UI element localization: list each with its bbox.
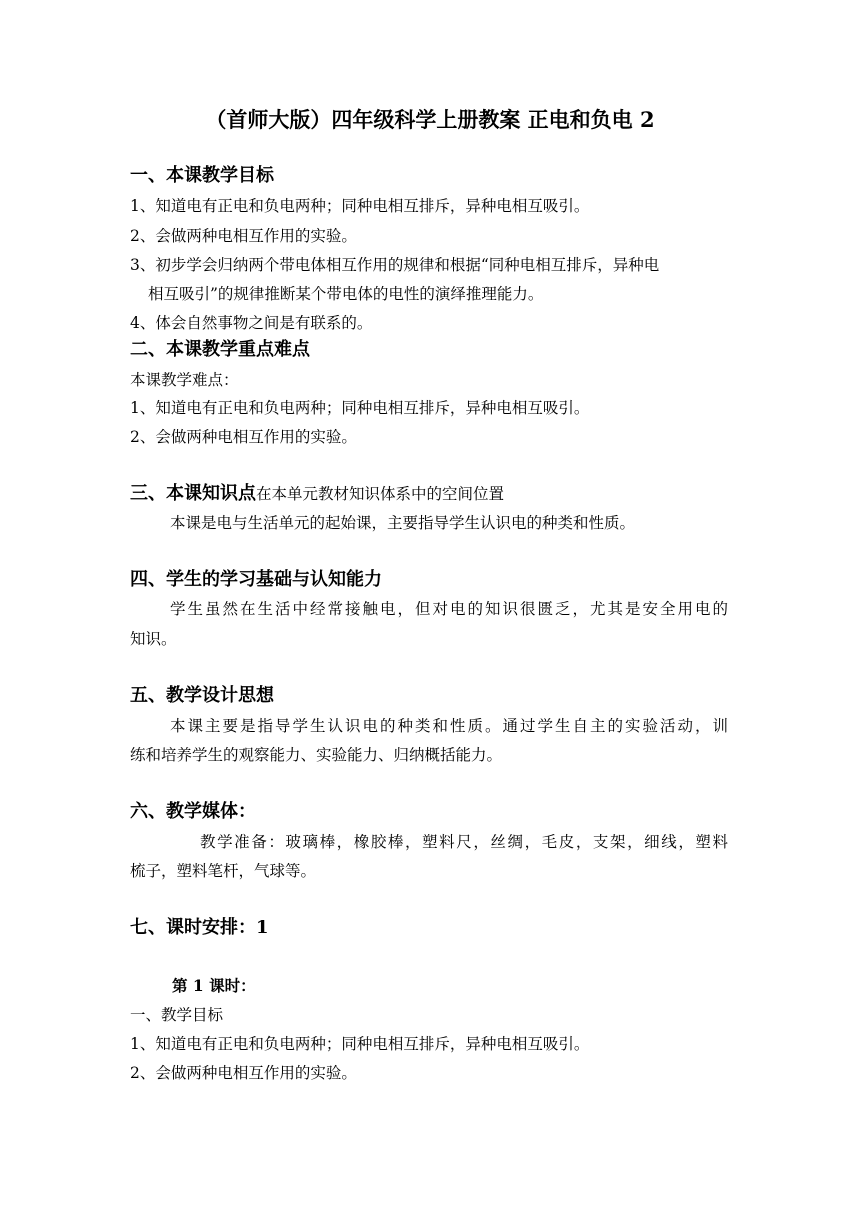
section-6-paragraph-line-1: 教学准备：玻璃棒，橡胶棒，塑料尺，丝绸，毛皮，支架，细线，塑料 <box>200 833 728 851</box>
section-4-paragraph-line-1: 学生虽然在生活中经常接触电，但对电的知识很匮乏，尤其是安全用电的 <box>170 600 728 618</box>
lesson-1-subheading: 一、教学目标 <box>130 1006 224 1024</box>
lesson-1-item-2: 2、会做两种电相互作用的实验。 <box>130 1064 357 1082</box>
section-3-heading-tail: 在本单元教材知识体系中的空间位置 <box>256 485 505 503</box>
section-3-paragraph: 本课是电与生活单元的起始课，主要指导学生认识电的种类和性质。 <box>170 514 636 532</box>
section-4-paragraph-line-2: 知识。 <box>130 630 177 648</box>
section-5-paragraph-line-2: 练和培养学生的观察能力、实验能力、归纳概括能力。 <box>130 746 503 764</box>
section-6-heading: 六、教学媒体： <box>130 801 256 822</box>
lesson-1-label: 第 1 课时： <box>172 976 256 995</box>
section-1-heading: 一、本课教学目标 <box>130 165 274 186</box>
section-6-paragraph-line-2: 梳子，塑料笔杆，气球等。 <box>130 862 317 880</box>
document-title: （首师大版）四年级科学上册教案 正电和负电 2 <box>205 107 655 132</box>
section-3-heading-main: 三、本课知识点 <box>130 483 256 504</box>
section-3-heading <box>130 482 504 506</box>
section-1-item-3-cont: 相互吸引”的规律推断某个带电体的电性的演绎推理能力。 <box>148 285 544 303</box>
section-2-heading: 二、本课教学重点难点 <box>130 339 310 360</box>
section-4-heading: 四、学生的学习基础与认知能力 <box>130 569 382 590</box>
section-1-item-2: 2、会做两种电相互作用的实验。 <box>130 227 357 245</box>
section-7-heading: 七、课时安排：1 <box>130 917 269 938</box>
lesson-1-item-1: 1、知道电有正电和负电两种；同种电相互排斥，异种电相互吸引。 <box>130 1035 590 1053</box>
section-2-item-2: 2、会做两种电相互作用的实验。 <box>130 428 357 446</box>
section-1-item-3: 3、初步学会归纳两个带电体相互作用的规律和根据“同种电相互排斥，异种电 <box>130 256 660 274</box>
section-1-item-4: 4、体会自然事物之间是有联系的。 <box>130 314 373 332</box>
section-1-item-1: 1、知道电有正电和负电两种；同种电相互排斥，异种电相互吸引。 <box>130 197 590 215</box>
section-5-heading: 五、教学设计思想 <box>130 685 274 706</box>
section-2-item-1: 1、知道电有正电和负电两种；同种电相互排斥，异种电相互吸引。 <box>130 399 590 417</box>
section-2-intro: 本课教学难点： <box>130 371 239 389</box>
section-5-paragraph-line-1: 本课主要是指导学生认识电的种类和性质。通过学生自主的实验活动，训 <box>170 717 728 735</box>
